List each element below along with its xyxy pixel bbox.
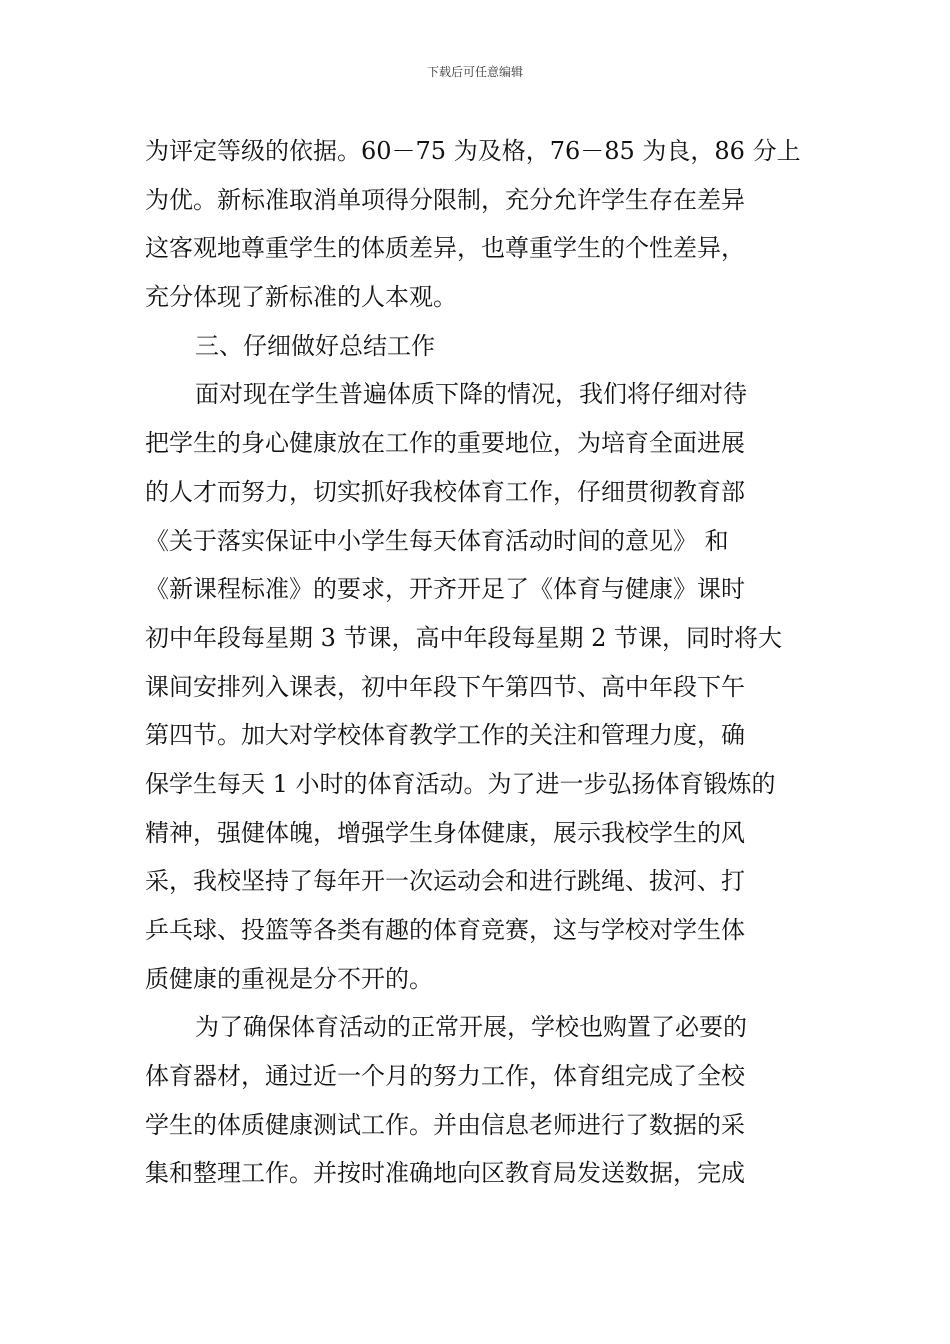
text-line: 为了确保体育活动的正常开展，学校也购置了必要的	[195, 1013, 747, 1042]
text-line: 为评定等级的依据。60－75 为及格，76－85 为良，86 分上	[145, 137, 801, 165]
text-line: 三、仔细做好总结工作	[195, 331, 435, 360]
text-line: 的人才而努力，切实抓好我校体育工作，仔细贯彻教育部	[145, 477, 745, 506]
text-line: 这客观地尊重学生的体质差异，也尊重学生的个性差异，	[145, 234, 745, 263]
text-line: 初中年段每星期 3 节课，高中年段每星期 2 节课，同时将大	[145, 623, 783, 652]
text-line: 《关于落实保证中小学生每天体育活动时间的意见》 和	[145, 526, 729, 555]
page-header: 下载后可任意编辑	[426, 65, 523, 79]
document-body	[145, 127, 810, 1198]
text-line: 充分体现了新标准的人本观。	[145, 283, 457, 312]
text-line: 体育器材，通过近一个月的努力工作，体育组完成了全校	[145, 1062, 745, 1091]
text-line: 课间安排列入课表，初中年段下午第四节、高中年段下午	[145, 672, 745, 701]
text-line: 保学生每天 1 小时的体育活动。为了进一步弘扬体育锻炼的	[145, 769, 776, 798]
text-line: 为优。新标准取消单项得分限制，充分允许学生存在差异	[145, 185, 745, 214]
text-line: 质健康的重视是分不开的。	[145, 964, 433, 993]
text-line: 第四节。加大对学校体育教学工作的关注和管理力度，确	[145, 721, 745, 750]
text-line: 精神，强健体魄，增强学生身体健康，展示我校学生的风	[145, 818, 745, 847]
text-line: 面对现在学生普遍体质下降的情况，我们将仔细对待	[195, 380, 747, 409]
text-line: 集和整理工作。并按时准确地向区教育局发送数据，完成	[145, 1159, 745, 1188]
text-line: 学生的体质健康测试工作。并由信息老师进行了数据的采	[145, 1110, 745, 1139]
text-line: 《新课程标准》的要求，开齐开足了《体育与健康》课时	[145, 575, 745, 604]
text-line: 采，我校坚持了每年开一次运动会和进行跳绳、拔河、打	[145, 867, 745, 896]
text-line: 把学生的身心健康放在工作的重要地位，为培育全面进展	[145, 429, 745, 458]
text-line: 乒乓球、投篮等各类有趣的体育竞赛，这与学校对学生体	[145, 916, 745, 944]
